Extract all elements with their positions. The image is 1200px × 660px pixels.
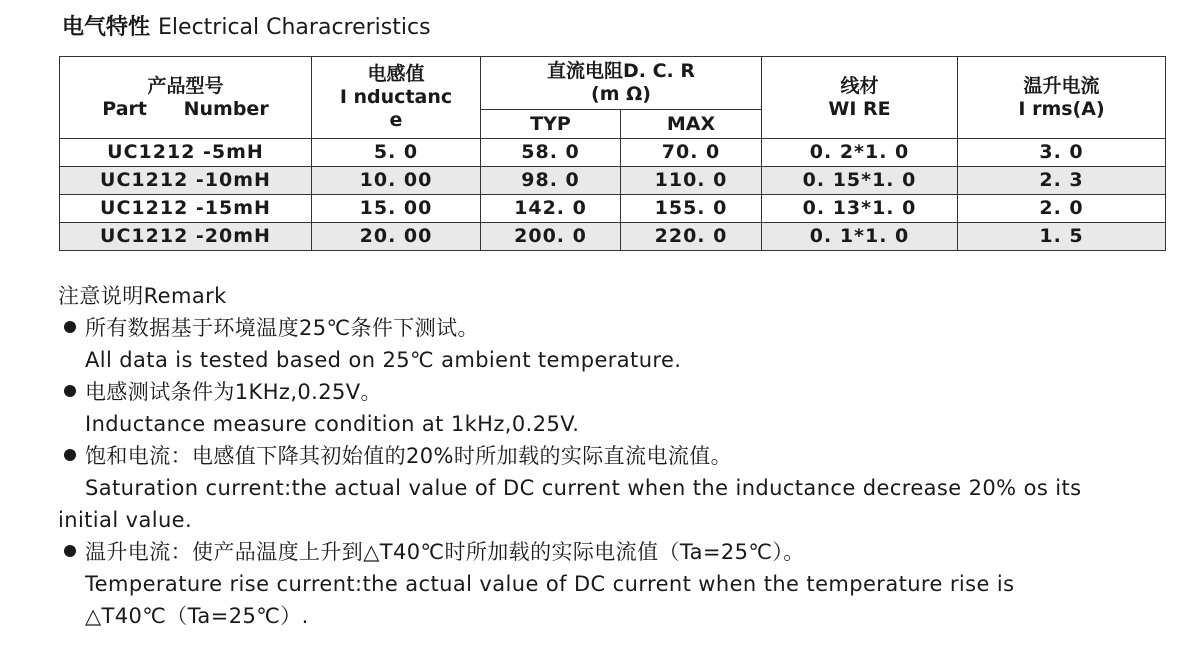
cell-dcr-max: 70. 0 — [621, 139, 762, 167]
remark-item: 饱和电流：电感值下降其初始值的20%时所加载的实际直流电流值。 — [58, 440, 1168, 472]
table-header-row — [60, 57, 1166, 110]
title-cn: 电气特性 — [62, 15, 151, 40]
cell-wire: 0. 2*1. 0 — [762, 139, 958, 167]
electrical-characteristics-table — [59, 56, 1166, 251]
cell-irms: 1. 5 — [958, 223, 1166, 251]
remark-text-en-continued: △T40℃（Ta=25℃）. — [85, 604, 309, 628]
title-en: Electrical Characreristics — [158, 15, 431, 40]
bullet-icon — [64, 545, 76, 557]
header-part-number: 产品型号 Part Number — [60, 57, 312, 139]
cell-wire: 0. 13*1. 0 — [762, 195, 958, 223]
bullet-icon — [64, 449, 76, 461]
remark-item: 电感测试条件为1KHz,0.25V。 — [58, 376, 1168, 408]
header-irms: 温升电流 I rms(A) — [958, 57, 1166, 139]
remark-item: 所有数据基于环境温度25℃条件下测试。 — [58, 312, 1168, 344]
remark-text-en: All data is tested based on 25℃ ambient temperature. — [85, 348, 682, 372]
table-row — [60, 139, 1166, 167]
remark-text-en: Inductance measure condition at 1kHz,0.25V. — [85, 412, 580, 436]
remark-text-en: Saturation current:the actual value of DC current when the inductance decrease 20% os its — [85, 476, 1082, 500]
remarks-heading: 注意说明Remark — [58, 284, 227, 308]
cell-part: UC1212 -15mH — [60, 195, 312, 223]
cell-irms: 3. 0 — [958, 139, 1166, 167]
header-dcr: 直流电阻D. C. R (m Ω) — [481, 57, 762, 110]
header-inductance: 电感值 I nductanc e — [312, 57, 481, 139]
cell-dcr-typ: 142. 0 — [481, 195, 621, 223]
remarks-section — [58, 280, 1168, 632]
page-title — [62, 10, 431, 41]
table-row — [60, 223, 1166, 251]
remark-item: 温升电流：使产品温度上升到△T40℃时所加载的实际电流值（Ta=25℃）。 — [58, 536, 1168, 568]
header-dcr-max: MAX — [621, 110, 762, 139]
cell-wire: 0. 1*1. 0 — [762, 223, 958, 251]
cell-part: UC1212 -20mH — [60, 223, 312, 251]
bullet-icon — [64, 321, 76, 333]
remark-text-en-continued: initial value. — [58, 508, 193, 532]
header-wire: 线材 WI RE — [762, 57, 958, 139]
header-dcr-typ: TYP — [481, 110, 621, 139]
cell-part: UC1212 -10mH — [60, 167, 312, 195]
cell-part: UC1212 -5mH — [60, 139, 312, 167]
cell-wire: 0. 15*1. 0 — [762, 167, 958, 195]
cell-dcr-max: 110. 0 — [621, 167, 762, 195]
cell-irms: 2. 3 — [958, 167, 1166, 195]
cell-inductance: 15. 00 — [312, 195, 481, 223]
cell-dcr-typ: 200. 0 — [481, 223, 621, 251]
cell-dcr-max: 155. 0 — [621, 195, 762, 223]
remark-text-en: Temperature rise current:the actual value of DC current when the temperature rise is — [85, 572, 1015, 596]
cell-dcr-typ: 98. 0 — [481, 167, 621, 195]
cell-inductance: 5. 0 — [312, 139, 481, 167]
cell-inductance: 20. 00 — [312, 223, 481, 251]
bullet-icon — [64, 385, 76, 397]
table-row — [60, 195, 1166, 223]
cell-dcr-max: 220. 0 — [621, 223, 762, 251]
cell-irms: 2. 0 — [958, 195, 1166, 223]
table-row — [60, 167, 1166, 195]
cell-dcr-typ: 58. 0 — [481, 139, 621, 167]
cell-inductance: 10. 00 — [312, 167, 481, 195]
